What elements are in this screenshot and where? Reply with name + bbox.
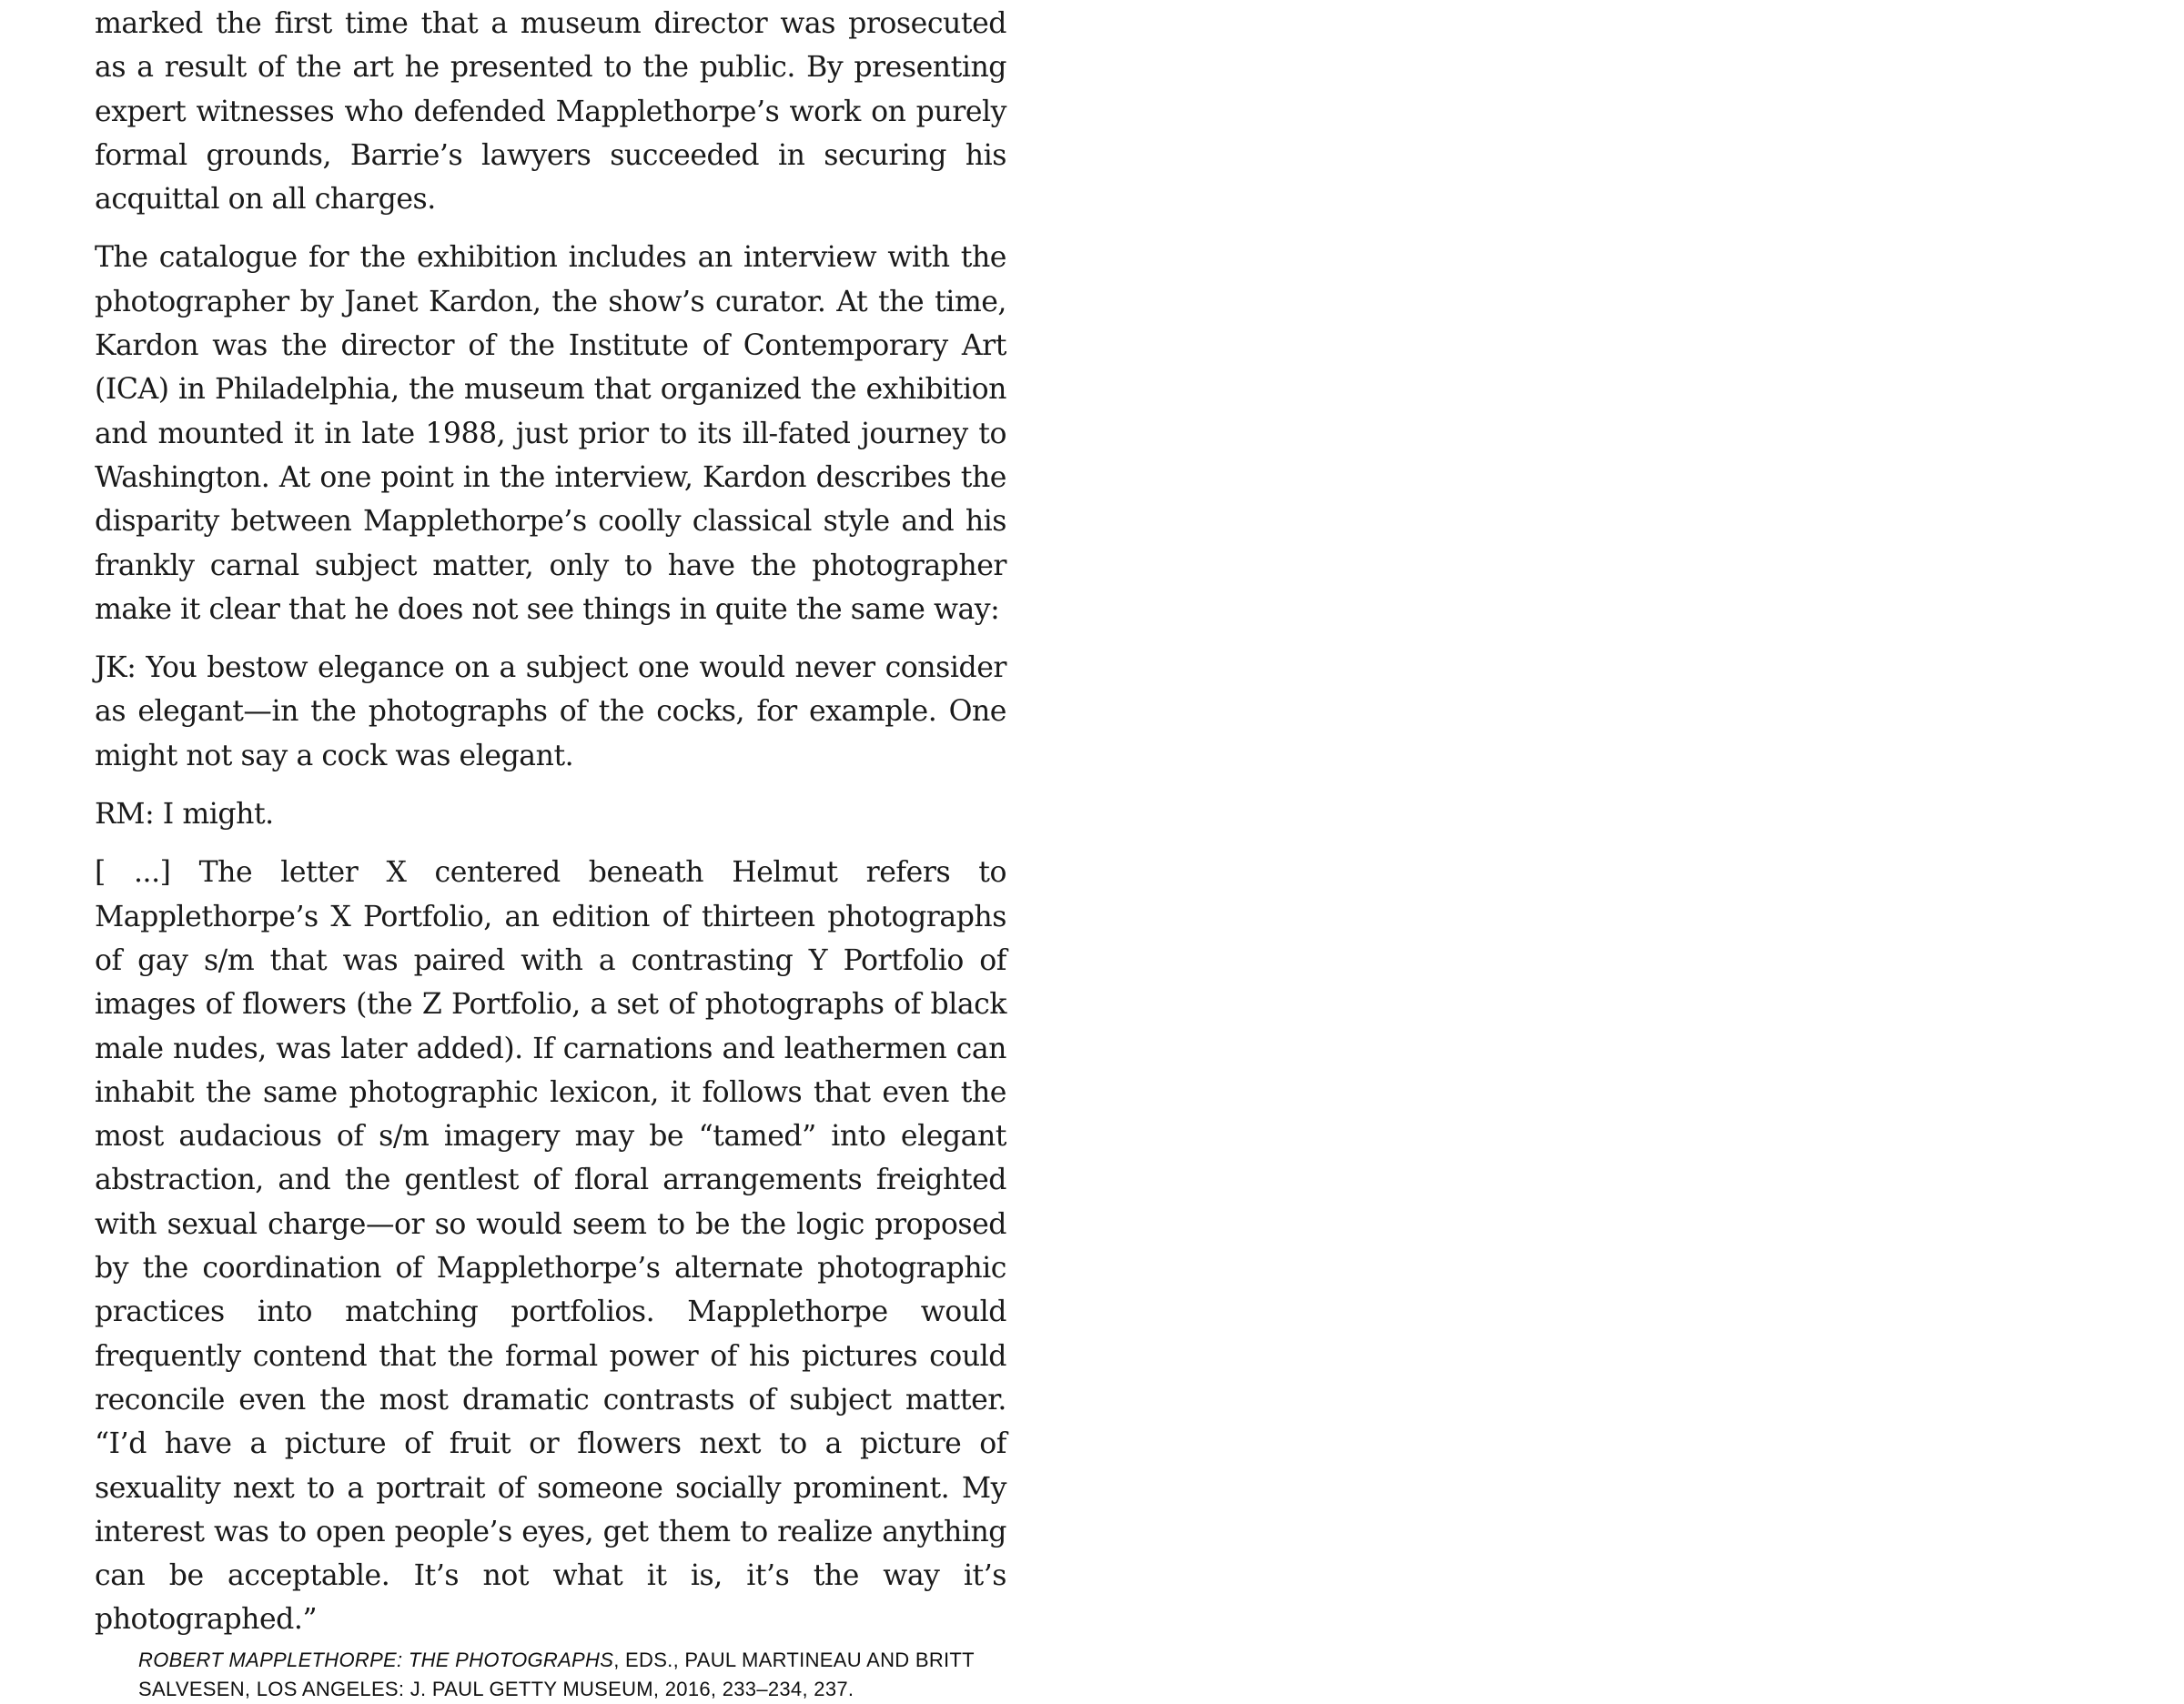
source-citation — [138, 1646, 1003, 1704]
citation-title: ROBERT MAPPLETHORPE: THE PHOTOGRAPHS — [138, 1648, 614, 1671]
paragraph-portfolios: [ ...] The letter X centered beneath Helmut refers to Mapplethorpe’s X Portfolio, an edition of thirteen photographs of gay s/m that was paired with a contrasting Y Portfolio of images of flowers (the Z Portfolio, a set of photographs of black male nudes, was later added). If carnations and leathermen can inhabit the same photographic lexicon, it follows that even the most audacious of s/m imagery may be “tamed” into elegant abstraction, and the gentlest of floral arrangements freighted with sexual charge—or so would seem to be the logic proposed by the coordination of Mapplethorpe’s alternate photographic practices into matching portfolios. Mapplethorpe would frequently contend that the formal power of his pictures could reconcile even the most dramatic contrasts of subject matter. “I’d have a picture of fruit or flowers next to a picture of sexuality next to a portrait of someone socially prominent. My interest was to open people’s eyes, get them to realize anything can be acceptable. It’s not what it is, it’s the way it’s photographed.” — [95, 856, 1006, 1637]
paragraph-interview-question: JK: You bestow elegance on a subject one would never consider as elegant—in the photographs of the cocks, for example. One might not say a cock was elegant. — [95, 651, 1006, 772]
paragraph-prosecution: marked the first time that a museum director was prosecuted as a result of the art he presented to the public. By presenting expert witnesses who defended Mapplethorpe’s work on purely formal grounds, Barrie’s lawyers succeeded in securing his acquittal on all charges. — [95, 7, 1006, 217]
text-column — [95, 2, 1006, 1704]
paragraph-catalogue-interview: The catalogue for the exhibition includes an interview with the photographer by Janet Kardon, the show’s curator. At the time, Kardon was the director of the Institute of Contemporary Art (ICA) in Philadelphia, the museum that organized the exhibition and mounted it in late 1988, just prior to its ill-fated journey to Washington. At one point in the interview, Kardon describes the disparity between Mapplethorpe’s coolly classical style and his frankly carnal subject matter, only to have the photographer make it clear that he does not see things in quite the same way: — [95, 241, 1006, 626]
paragraph-interview-answer: RM: I might. — [95, 798, 274, 832]
citation-details: , EDS., PAUL MARTINEAU AND BRITT SALVESEN, LOS ANGELES: J. PAUL GETTY MUSEUM, 2016, 233–234, 237. — [138, 1648, 975, 1700]
